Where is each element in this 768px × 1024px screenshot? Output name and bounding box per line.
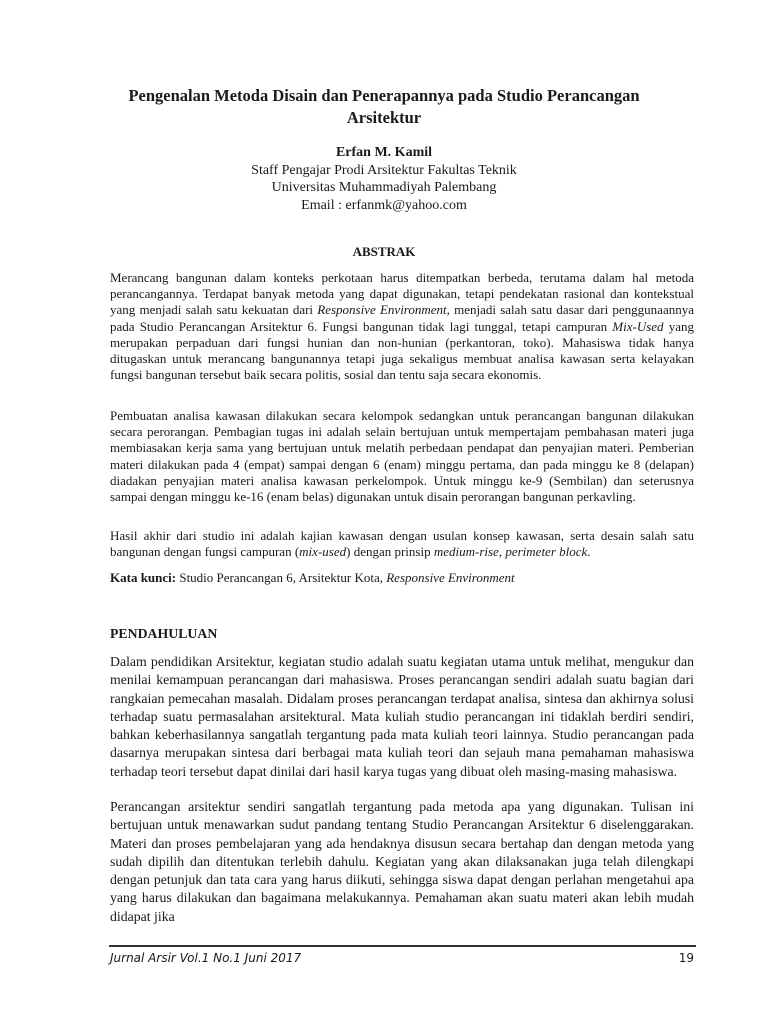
keywords-emphasis: Responsive Environment [386,570,515,585]
abstract-p1-text-b: , menjadi salah satu dasar dari penggunaannya pada Studio Perancangan Arsitektur 6. Fungsi bangunan tidak lagi tunggal, tetapi campuran [110,302,694,334]
introduction-heading: PENDAHULUAN [110,626,218,641]
author-block [100,144,668,214]
abstract-p3-text-d: . [587,544,591,560]
abstract-p3-text-a: Hasil akhir dari studio ini adalah kajian kawasan dengan usulan konsep kawasan, serta desain salah satu bangunan dengan fungsi campuran ( [110,528,694,560]
abstract-paragraph-2: Pembuatan analisa kawasan dilakukan secara kelompok sedangkan untuk perancangan bangunan dilakukan secara perorangan. Pembagian tugas ini adalah selain bertujuan untuk mempertajam pembahasan materi juga membiasakan kerja sama yang bertujuan untuk melatih perbedaan pendapat dan penyajian materi. Pemberian materi dilakukan pada 4 (empat) sampai dengan 6 (enam) minggu pertama, dan pada minggu ke 8 (delapan) diadakan penyajian materi analisa kawasan perkelompok. Untuk minggu ke-9 (Sembilan) dan seterusnya sampai dengan minggu ke-16 (enam belas) digunakan untuk disain perorangan bangunan perkavling. [110,408,694,505]
abstract-p3-text-b: ) dengan prinsip [346,544,434,560]
abstract-p3-text-c: , [498,544,506,560]
page-number: 19 [678,951,694,965]
abstract-p3-emphasis-2: medium-rise [433,544,499,560]
abstract-p1-emphasis-1: Responsive Environment [317,302,447,318]
introduction-paragraph-2: Perancangan arsitektur sendiri sangatlah tergantung pada metoda apa yang digunakan. Tulisan ini bertujuan untuk menawarkan sudut pandang tentang Studio Perancangan Arsitektur 6 diselenggarakan. Materi dan proses pembelajaran yang ada hendaknya disusun secara bertahap dan dengan metoda yang sudah dipilih dan ditentukan terlebih dahulu. Kegiatan yang akan dilaksanakan juga telah dilengkapi dengan petunjuk dan tata cara yang harus diikuti, sehingga siswa dapat dengan perlahan mengetahui apa yang harus dilakukan dan bagaimana melakukannya. Pemahaman akan suatu materi akan lebih mudah didapat jika [110,799,694,924]
abstract-paragraph-3 [110,528,694,560]
author-email: Email : erfanmk@yahoo.com [301,197,467,213]
author-university: Universitas Muhammadiyah Palembang [271,180,497,195]
keywords-text: Studio Perancangan 6, Arsitektur Kota, [176,570,387,585]
abstract-paragraph-1 [110,270,694,383]
keywords-label: Kata kunci: [110,570,177,585]
author-name: Erfan M. Kamil [335,145,433,160]
abstract-p3-emphasis-3: perimeter block [505,544,588,560]
abstract-p1-emphasis-2: Mix-Used [612,318,664,334]
abstract-p1-text-c: yang merupakan perpaduan dari fungsi hunian dan non-hunian (perkantoran, toko). Mahasiswa tidak hanya ditugaskan untuk merancang bangunannya tetapi juga sekaligus membuat analisa kawasan serta kelayakan fungsi bangunan tersebut baik secara politis, sosial dan tentu saja secara ekonomis. [110,318,694,383]
keywords [110,570,694,586]
introduction-paragraph-1: Dalam pendidikan Arsitektur, kegiatan studio adalah suatu kegiatan utama untuk melihat, mengukur dan menilai kemampuan perancangan dari mahasiswa. Proses perancangan sendiri adalah suatu bagian dari rangkaian pemecahan masalah. Didalam proses perancangan terdapat analisa, sintesa dan akhirnya solusi terhadap suatu permasalahan arsitektural. Mata kuliah studio perancangan ini tidaklah berdiri sendiri, bahkan keberhasilannya sangatlah tergantung pada mata kuliah teori lainnya. Studio perancangan pada dasarnya merupakan sintesa dari berbagai mata kuliah teori dan sejauh mana pemahaman mahasiswa terhadap teori tersebut dapat dinilai dari hasil karya tugas yang dibuat oleh masing-masing mahasiswa. [110,654,694,779]
paper-title: Pengenalan Metoda Disain dan Penerapannya pada Studio Perancangan Arsitektur [128,86,640,127]
abstract-p1-text-a: Merancang bangunan dalam konteks perkotaan harus ditempatkan berbeda, terutama dalam hal metoda perancangannya. Terdapat banyak metoda yang dapat digunakan, tetapi pendekatan rasional dan kontekstual yang menjadi salah satu kekuatan dari [110,270,694,318]
footer-divider [109,945,696,947]
abstract-heading: ABSTRAK [352,244,416,259]
abstract-p3-emphasis-1: mix-used [299,544,347,560]
footer-journal-citation: Jurnal Arsir Vol.1 No.1 Juni 2017 [110,951,302,965]
author-position: Staff Pengajar Prodi Arsitektur Fakultas Teknik [251,162,517,178]
